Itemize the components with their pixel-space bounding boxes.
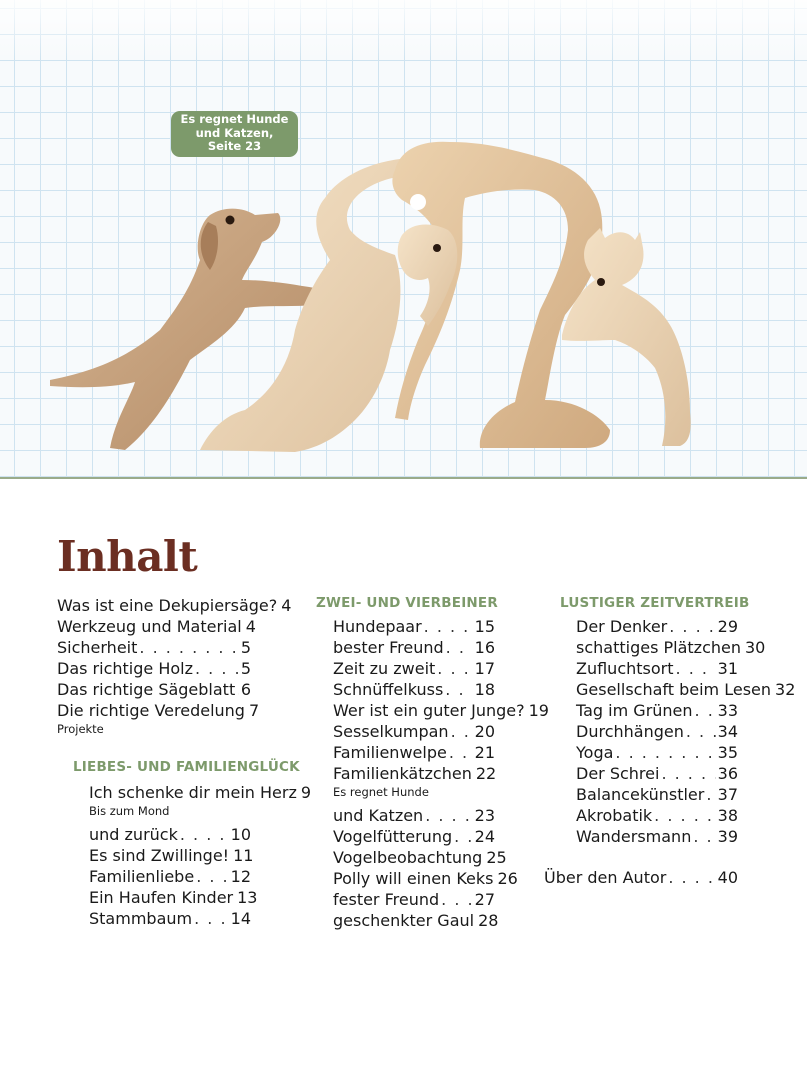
toc-entry[interactable]	[576, 680, 796, 699]
toc-entry-page: 17	[474, 659, 495, 678]
toc-entry-label: Stammbaum	[89, 909, 193, 928]
section-heading-zwei: ZWEI- UND VIERBEINER	[316, 595, 498, 611]
toc-entry-autor[interactable]	[544, 868, 738, 887]
toc-entry-page: 14	[230, 909, 251, 928]
toc-entry-label: Was ist eine Dekupiersäge?	[57, 596, 278, 615]
toc-entry-page: 37	[717, 785, 738, 804]
toc-entry-label: Der Denker	[576, 617, 668, 636]
toc-entry[interactable]	[333, 659, 495, 678]
toc-entry-label: Wer ist ein guter Junge?	[333, 701, 525, 720]
toc-entry-page: 29	[717, 617, 738, 636]
toc-entry-label: Gesellschaft beim Lesen	[576, 680, 772, 699]
toc-entry-label: Polly will einen Keks	[333, 869, 494, 888]
toc-entry[interactable]	[333, 869, 518, 888]
toc-entry-page: 31	[717, 659, 738, 678]
toc-entry-label[interactable]: Es regnet Hunde	[333, 785, 429, 799]
toc-entry-label: Balancekünstler	[576, 785, 705, 804]
page-title: Inhalt	[57, 532, 198, 581]
project-callout-badge	[171, 111, 298, 157]
toc-entry-page: 10	[230, 825, 251, 844]
wooden-sculpture-illustration	[40, 130, 720, 460]
toc-entry-label: Es sind Zwillinge!	[89, 846, 230, 865]
toc-entry[interactable]	[57, 659, 251, 678]
toc-entry-page: 40	[717, 868, 738, 887]
toc-entry-page: 28	[478, 911, 499, 930]
toc-entry-page: 26	[497, 869, 518, 888]
toc-entry-label: Über den Autor	[544, 868, 667, 887]
toc-entry-page: 35	[717, 743, 738, 762]
callout-line-1: Es regnet Hunde	[180, 112, 289, 126]
callout-line-2: und Katzen,	[195, 125, 274, 140]
callout-line-3: Seite 23	[207, 139, 262, 153]
toc-entry-page: 21	[474, 743, 495, 762]
toc-entry-page: 38	[717, 806, 738, 825]
toc-entry-label: Vogelfütterung	[333, 827, 453, 846]
toc-entry-page: 16	[474, 638, 495, 657]
toc-entry-page: 4	[281, 596, 292, 615]
toc-entry-page: 22	[475, 764, 497, 783]
toc-entry[interactable]	[333, 680, 495, 699]
toc-entry-page: 12	[230, 867, 251, 886]
toc-entry[interactable]	[333, 848, 507, 867]
toc-entry-label: Sicherheit	[57, 638, 138, 657]
toc-entry-page: 20	[474, 722, 495, 741]
toc-entry-page: 18	[474, 680, 495, 699]
toc-entry[interactable]	[57, 680, 251, 699]
toc-entry-label: Zufluchtsort	[576, 659, 674, 678]
toc-entry-page: 5	[240, 659, 251, 678]
toc-entry[interactable]	[89, 825, 251, 844]
toc-entry-label: Yoga	[576, 743, 614, 762]
toc-entry-label: schattiges Plätzchen	[576, 638, 741, 657]
toc-entry-label: Familienkätzchen	[333, 764, 472, 783]
toc-entry-label: Familienwelpe	[333, 743, 447, 762]
toc-entry-label: Durchhängen	[576, 722, 684, 741]
hero-fade	[0, 0, 807, 60]
toc-entry-label: Ein Haufen Kinder	[89, 888, 234, 907]
toc-entry-page: 36	[717, 764, 738, 783]
toc-entry[interactable]	[89, 888, 258, 907]
toc-entry-page: 6	[240, 680, 251, 699]
toc-entry[interactable]	[57, 596, 292, 615]
toc-entry[interactable]	[576, 743, 738, 762]
toc-entry-page: 27	[474, 890, 495, 909]
toc-entry[interactable]	[57, 638, 251, 657]
toc-entry-page: 9	[300, 783, 312, 802]
toc-entry-label: und Katzen	[333, 806, 424, 825]
toc-entry[interactable]	[89, 846, 254, 865]
toc-entry-page: 19	[528, 701, 549, 720]
toc-entry-label: Familienliebe	[89, 867, 195, 886]
toc-entry-label: Werkzeug und Material	[57, 617, 242, 636]
toc-entry-page: 7	[248, 701, 260, 720]
toc-entry-label: Wandersmann	[576, 827, 692, 846]
toc-entry[interactable]	[576, 764, 738, 783]
toc-entry-page: 30	[744, 638, 766, 657]
toc-entry[interactable]	[576, 701, 738, 720]
toc-entry[interactable]	[576, 617, 738, 636]
toc-entry-label: Sesselkumpan	[333, 722, 449, 741]
toc-entry-page: 13	[237, 888, 258, 907]
toc-entry-label: Tag im Grünen	[576, 701, 693, 720]
toc-entry-page: 5	[240, 638, 251, 657]
toc-entry[interactable]	[57, 617, 256, 636]
toc-entry-page: 39	[717, 827, 738, 846]
standing-man-figure	[392, 142, 610, 448]
toc-entry-page: 33	[717, 701, 738, 720]
toc-entry-label: Die richtige Veredelung	[57, 701, 245, 720]
toc-entry-label: Akrobatik	[576, 806, 653, 825]
toc-entry[interactable]	[333, 806, 495, 825]
toc-entry-label: Hundepaar	[333, 617, 422, 636]
toc-entry-label: Der Schrei	[576, 764, 660, 783]
toc-entry-label: fester Freund	[333, 890, 440, 909]
toc-entry[interactable]	[576, 659, 738, 678]
toc-entry-page: 24	[474, 827, 495, 846]
toc-entry-page: 34	[717, 722, 738, 741]
section-heading-liebe: LIEBES- UND FAMILIENGLÜCK	[73, 759, 300, 775]
toc-entry[interactable]	[57, 701, 260, 720]
toc-entry-page: 15	[474, 617, 495, 636]
toc-entry[interactable]	[333, 638, 495, 657]
toc-entry[interactable]	[333, 722, 495, 741]
toc-entry-page: 32	[775, 680, 796, 699]
toc-entry[interactable]	[576, 638, 766, 657]
toc-entry[interactable]	[89, 783, 312, 802]
toc-entry-label: Vogelbeobachtung	[333, 848, 483, 867]
toc-entry-label: geschenkter Gaul	[333, 911, 475, 930]
toc-entry[interactable]	[333, 827, 495, 846]
toc-entry-page: 25	[486, 848, 507, 867]
toc-entry-page: 4	[245, 617, 256, 636]
toc-entry[interactable]	[576, 722, 738, 741]
toc-entry-page: 23	[474, 806, 495, 825]
toc-entry-page: 11	[233, 846, 254, 865]
toc-entry[interactable]	[576, 827, 738, 846]
toc-entry[interactable]	[89, 909, 251, 928]
toc-entry[interactable]	[333, 743, 495, 762]
toc-entry[interactable]	[333, 617, 495, 636]
section-heading-lustig: LUSTIGER ZEITVERTREIB	[560, 595, 750, 611]
toc-entry-label: bester Freund	[333, 638, 444, 657]
toc-entry[interactable]	[89, 867, 251, 886]
toc-entry-label[interactable]: Bis zum Mond	[89, 804, 170, 818]
section-divider	[0, 477, 807, 479]
toc-entry[interactable]	[333, 701, 549, 720]
toc-entry[interactable]	[576, 785, 738, 804]
toc-entry[interactable]	[333, 911, 499, 930]
toc-entry-label: Das richtige Sägeblatt	[57, 680, 236, 699]
toc-entry[interactable]	[576, 806, 738, 825]
toc-entry-label: Schnüffelkuss	[333, 680, 444, 699]
toc-entry[interactable]	[333, 764, 497, 783]
toc-entry-label: Zeit zu zweit	[333, 659, 436, 678]
toc-entry-label: und zurück	[89, 825, 178, 844]
projekte-label: Projekte	[57, 722, 104, 736]
toc-entry[interactable]	[333, 890, 495, 909]
toc-entry-label: Ich schenke dir mein Herz	[89, 783, 297, 802]
toc-entry-label: Das richtige Holz	[57, 659, 193, 678]
